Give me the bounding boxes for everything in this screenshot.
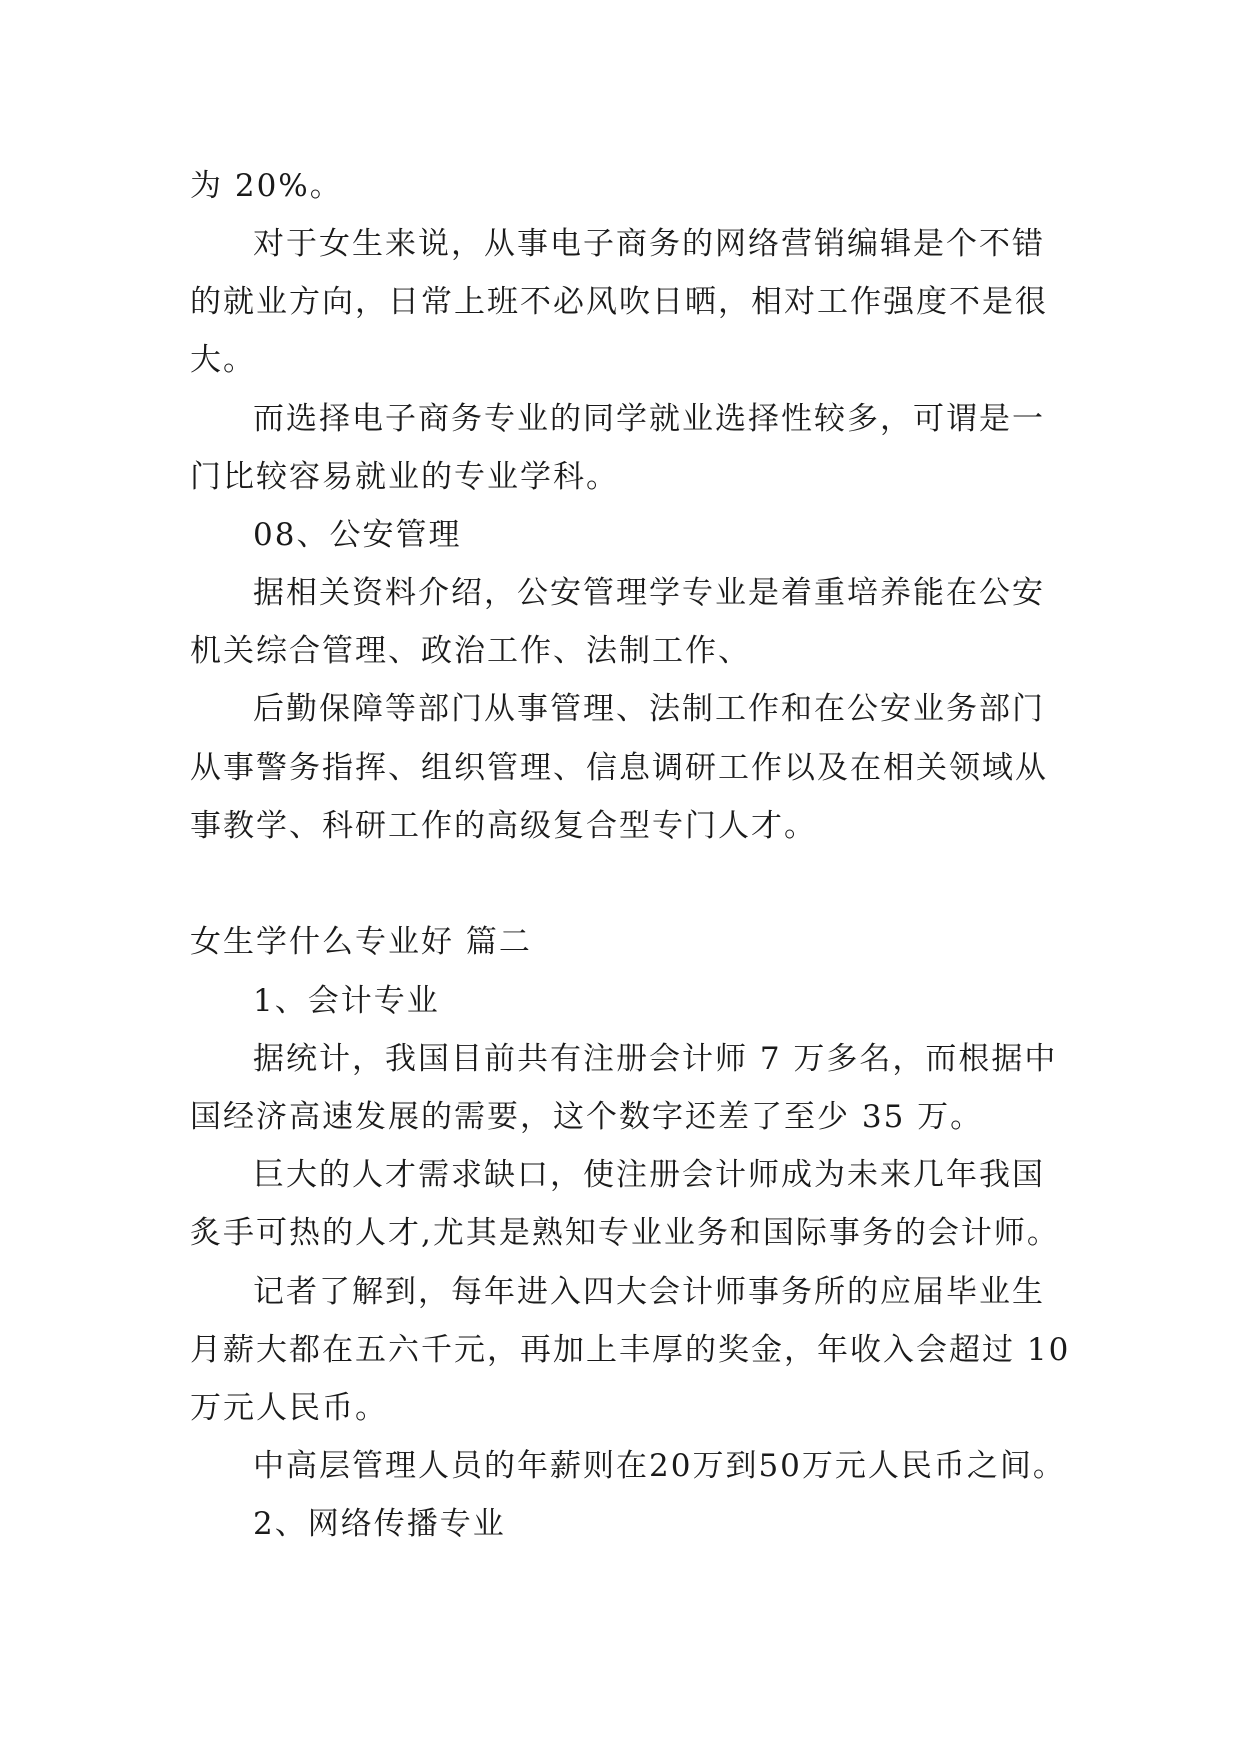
text-line: 大。 — [190, 342, 256, 378]
text-line: 门比较容易就业的专业学科。 — [190, 459, 619, 495]
text-line: 据相关资料介绍，公安管理学专业是着重培养能在公安 — [253, 575, 1045, 611]
text-line: 机关综合管理、政治工作、法制工作、 — [190, 633, 751, 669]
chapter-title: 女生学什么专业好 篇二 — [190, 924, 532, 960]
section-heading: 08、公安管理 — [253, 517, 462, 553]
text-line: 国经济高速发展的需要，这个数字还差了至少 35 万。 — [190, 1099, 984, 1135]
text-line: 而选择电子商务专业的同学就业选择性较多，可谓是一 — [253, 401, 1045, 437]
text-line: 事教学、科研工作的高级复合型专门人才。 — [190, 808, 817, 844]
text-line: 对于女生来说，从事电子商务的网络营销编辑是个不错 — [253, 226, 1045, 262]
section-heading: 1、会计专业 — [253, 983, 440, 1019]
text-line: 炙手可热的人才,尤其是熟知专业业务和国际事务的会计师。 — [190, 1215, 1060, 1251]
text-line: 后勤保障等部门从事管理、法制工作和在公安业务部门 — [253, 691, 1045, 727]
text-line: 的就业方向，日常上班不必风吹日晒，相对工作强度不是很 — [190, 284, 1048, 320]
text-line: 记者了解到，每年进入四大会计师事务所的应届毕业生 — [253, 1274, 1045, 1310]
text-line: 据统计，我国目前共有注册会计师 7 万多名，而根据中 — [253, 1041, 1058, 1077]
text-line: 为 20%。 — [190, 168, 343, 204]
text-line: 从事警务指挥、组织管理、信息调研工作以及在相关领域从 — [190, 750, 1048, 786]
section-heading: 2、网络传播专业 — [253, 1506, 506, 1542]
text-line: 中高层管理人员的年薪则在20万到50万元人民币之间。 — [253, 1448, 1066, 1484]
text-line: 月薪大都在五六千元，再加上丰厚的奖金，年收入会超过 10 — [190, 1332, 1071, 1368]
text-line: 巨大的人才需求缺口，使注册会计师成为未来几年我国 — [253, 1157, 1045, 1193]
text-line: 万元人民币。 — [190, 1390, 388, 1426]
